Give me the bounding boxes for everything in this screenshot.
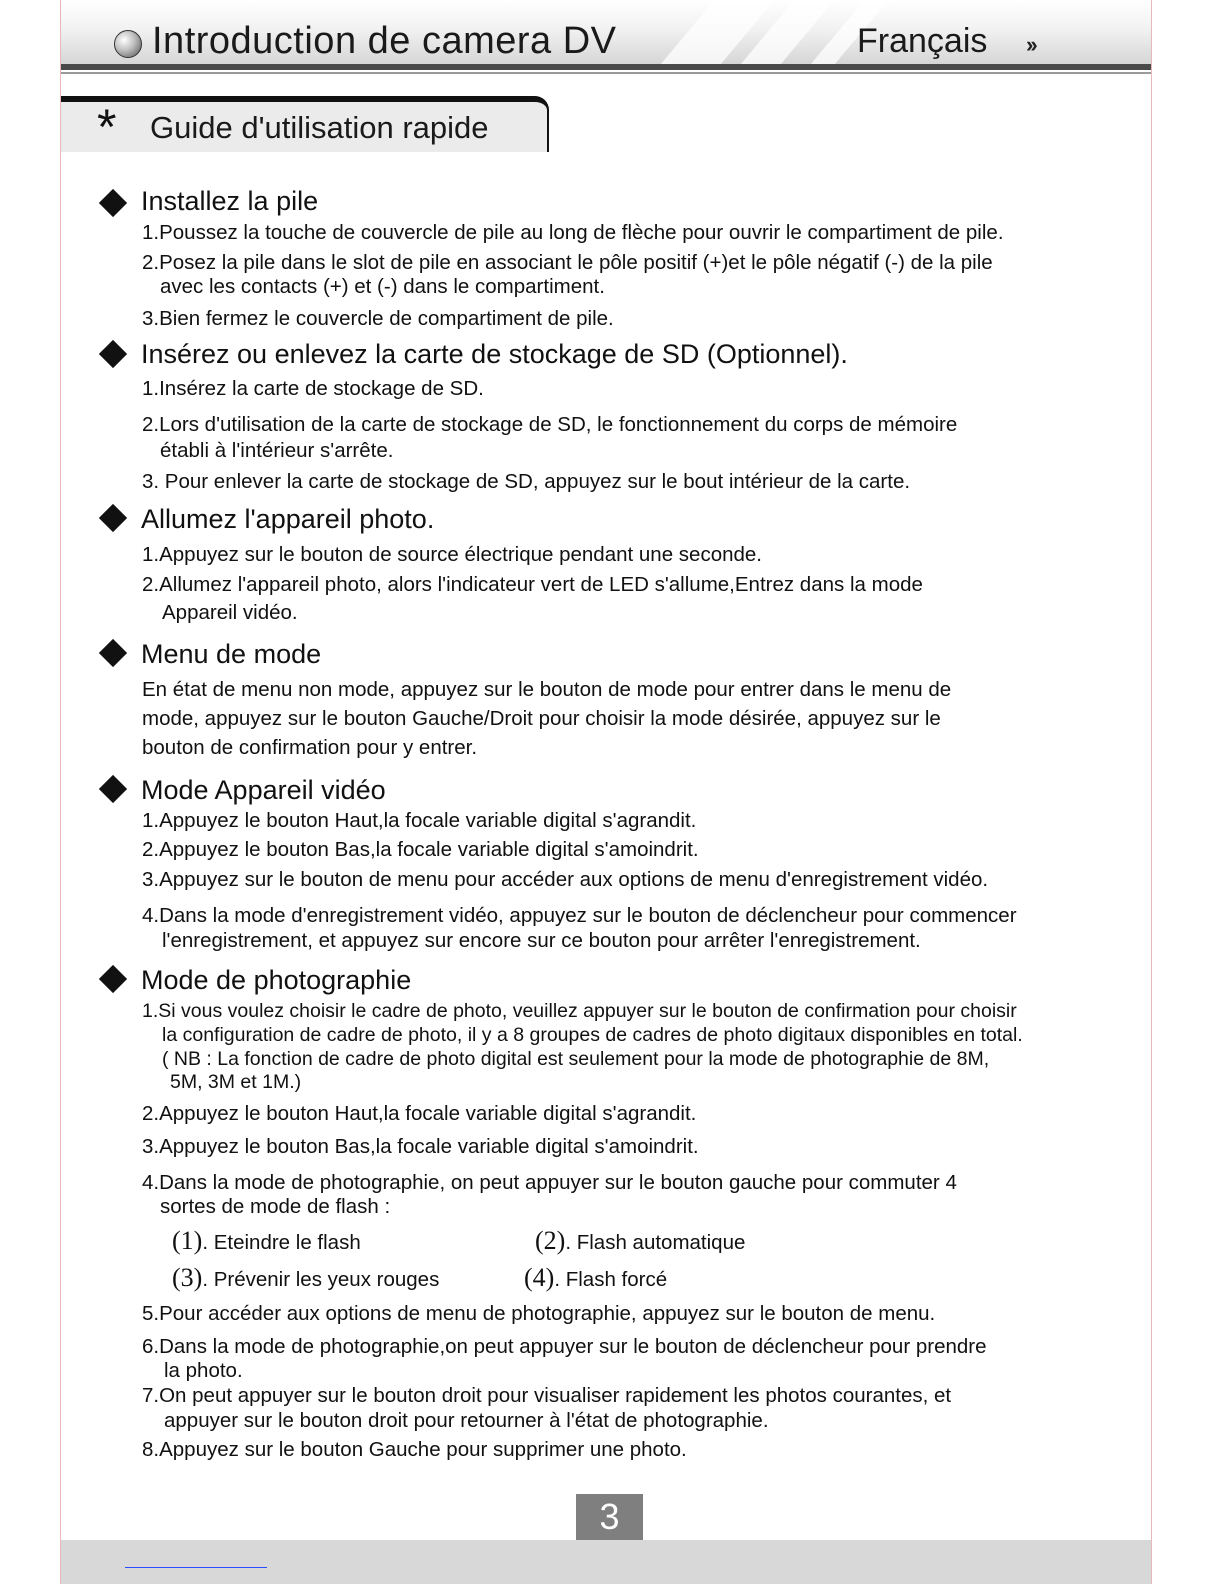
text-line: la photo.: [164, 1359, 243, 1382]
text-line: ( NB : La fonction de cadre de photo digital est seulement pour la mode de photographie de 8M,: [162, 1048, 990, 1070]
flash-option-number: (2): [535, 1226, 566, 1255]
flash-option: [535, 1228, 745, 1254]
header-rule: [61, 64, 1151, 70]
text-line: 7.On peut appuyer sur le bouton droit pour visualiser rapidement les photos courantes, et: [142, 1384, 952, 1407]
text-line: 3. Pour enlever la carte de stockage de SD, appuyez sur le bout intérieur de la carte.: [142, 470, 911, 493]
text-line: l'enregistrement, et appuyez sur encore sur ce bouton pour arrêter l'enregistrement.: [162, 929, 921, 952]
chevron-right-icon: ››: [1026, 32, 1035, 57]
text-line: avec les contacts (+) et (-) dans le compartiment.: [160, 275, 605, 298]
text-line: 8.Appuyez sur le bouton Gauche pour supprimer une photo.: [142, 1438, 687, 1461]
text-line: 5.Pour accéder aux options de menu de photographie, appuyez sur le bouton de menu.: [142, 1302, 936, 1325]
flash-option-label: . Prévenir les yeux rouges: [202, 1268, 440, 1291]
flash-option-number: (4): [524, 1263, 555, 1292]
header-rule-thin: [61, 72, 1151, 74]
flash-option: [524, 1265, 667, 1291]
text-line: 1.Si vous voulez choisir le cadre de photo, veuillez appuyer sur le bouton de confirmation pour choisir: [142, 1000, 1017, 1022]
text-line: établi à l'intérieur s'arrête.: [160, 439, 394, 462]
text-line: 2.Appuyez le bouton Bas,la focale variable digital s'amoindrit.: [142, 838, 699, 861]
section-heading: Installez la pile: [141, 186, 319, 216]
text-line: 1.Appuyez sur le bouton de source électrique pendant une seconde.: [142, 543, 762, 566]
section-heading: Allumez l'appareil photo.: [141, 504, 435, 534]
footer-link-underline: [125, 1567, 267, 1568]
section-heading: Mode de photographie: [141, 965, 412, 995]
flash-option: [172, 1265, 439, 1291]
flash-option-label: . Flash automatique: [565, 1231, 746, 1254]
flash-option-label: . Eteindre le flash: [202, 1231, 361, 1254]
text-line: 4.Dans la mode d'enregistrement vidéo, appuyez sur le bouton de déclencheur pour commencer: [142, 904, 1017, 927]
text-line: 3.Appuyez le bouton Bas,la focale variable digital s'amoindrit.: [142, 1135, 699, 1158]
text-line: 3.Bien fermez le couvercle de compartiment de pile.: [142, 307, 614, 330]
flash-option-label: . Flash forcé: [554, 1268, 668, 1291]
text-line: Appareil vidéo.: [162, 601, 298, 624]
text-line: mode, appuyez sur le bouton Gauche/Droit pour choisir la mode désirée, appuyez sur le: [142, 707, 941, 730]
section-heading: Mode Appareil vidéo: [141, 775, 386, 805]
text-line: 1.Insérez la carte de stockage de SD.: [142, 377, 484, 400]
text-line: appuyer sur le bouton droit pour retourner à l'état de photographie.: [164, 1409, 769, 1432]
flash-option-number: (3): [172, 1263, 203, 1292]
text-line: 2.Lors d'utilisation de la carte de stockage de SD, le fonctionnement du corps de mémoire: [142, 413, 958, 436]
text-line: 3.Appuyez sur le bouton de menu pour accéder aux options de menu d'enregistrement vidéo.: [142, 868, 989, 891]
section-heading: Menu de mode: [141, 639, 322, 669]
footer-band: [61, 1540, 1151, 1584]
star-icon: *: [97, 99, 117, 155]
page-title: Introduction de camera DV: [152, 20, 617, 62]
text-line: En état de menu non mode, appuyez sur le bouton de mode pour entrer dans le menu de: [142, 678, 952, 701]
text-line: la configuration de cadre de photo, il y a 8 groupes de cadres de photo digitaux disponibles en total.: [162, 1024, 1023, 1046]
language-label: Français: [857, 22, 988, 60]
page-number: 3: [576, 1494, 643, 1540]
text-line: 6.Dans la mode de photographie,on peut appuyer sur le bouton de déclencheur pour prendre: [142, 1335, 987, 1358]
flash-option-number: (1): [172, 1226, 203, 1255]
section-tab-title: Guide d'utilisation rapide: [150, 110, 489, 145]
flash-option: [172, 1228, 361, 1254]
text-line: 4.Dans la mode de photographie, on peut appuyer sur le bouton gauche pour commuter 4: [142, 1171, 957, 1194]
text-line: 1.Poussez la touche de couvercle de pile au long de flèche pour ouvrir le compartiment de pile.: [142, 221, 1004, 244]
text-line: 2.Posez la pile dans le slot de pile en associant le pôle positif (+)et le pôle négatif (-) de la pile: [142, 251, 993, 274]
section-heading: Insérez ou enlevez la carte de stockage de SD (Optionnel).: [141, 339, 848, 369]
header-bullet-icon: [114, 30, 142, 58]
text-line: 2.Allumez l'appareil photo, alors l'indicateur vert de LED s'allume,Entrez dans la mode: [142, 573, 923, 596]
text-line: 5M, 3M et 1M.): [170, 1071, 302, 1093]
text-line: sortes de mode de flash :: [160, 1195, 391, 1218]
text-line: bouton de confirmation pour y entrer.: [142, 736, 478, 759]
text-line: 2.Appuyez le bouton Haut,la focale variable digital s'agrandit.: [142, 1102, 697, 1125]
text-line: 1.Appuyez le bouton Haut,la focale variable digital s'agrandit.: [142, 809, 697, 832]
